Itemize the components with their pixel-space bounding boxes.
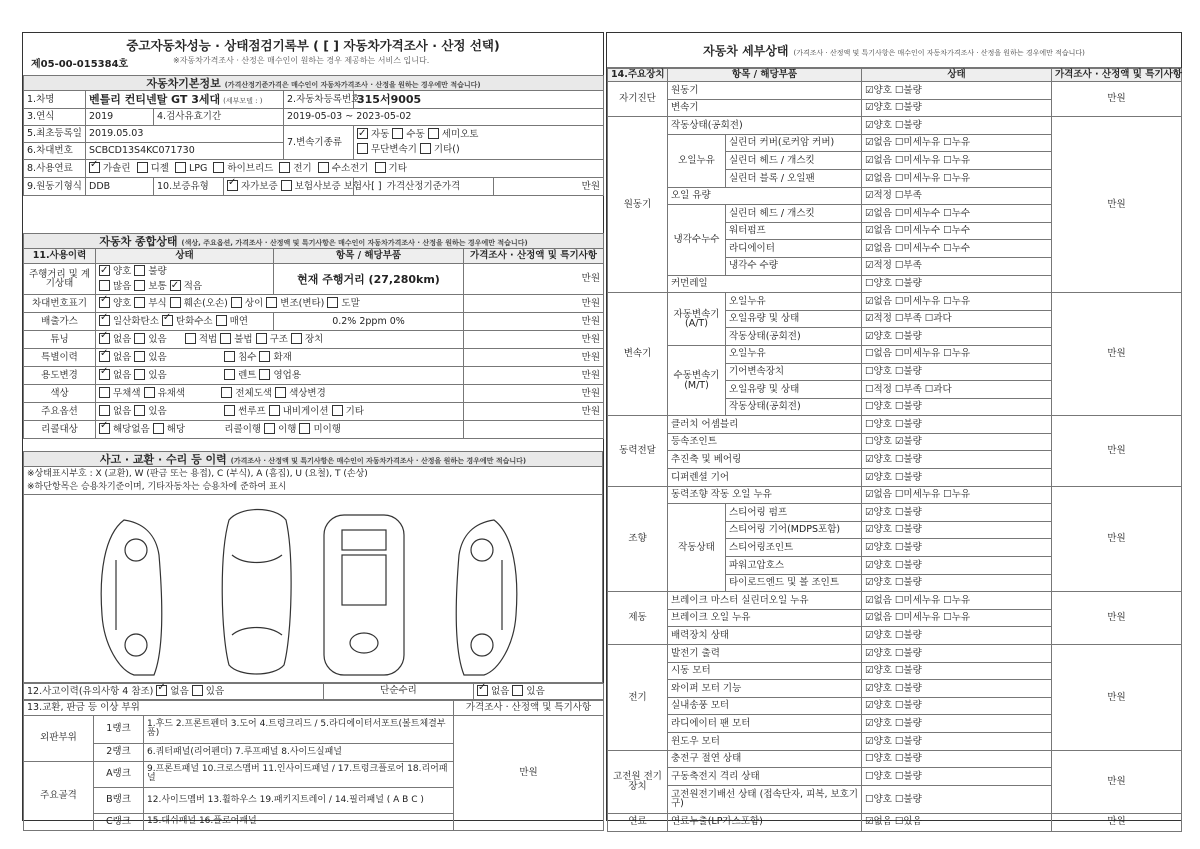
simple-repair-opt-yes: 있음 [526,685,545,697]
fuel-opt-hybrid: 하이브리드 [227,163,274,174]
detail-item: 동력조향 작동 오일 누유 [668,486,862,504]
detail-item: 작동상태(공회전) [668,117,862,135]
color-change-checkbox[interactable] [275,387,286,398]
detail-title: 자동차 세부상태 [703,44,789,58]
mileage-bad-checkbox[interactable] [134,265,145,276]
summary-row-label: 주요옵션 [24,403,96,421]
rank-items: 9.프론트패널 10.크로스멤버 11.인사이드패널 / 17.트렁크플로어 18.리어패널 [144,761,454,787]
fuel-opt-electric: 전기 [293,163,312,174]
document-title: 중고자동차성능 · 상태점검기록부 ( [ ] 자동차가격조사 · 산정 선택) [126,38,500,53]
smoke-checkbox[interactable] [216,315,227,326]
rank-items: 1.후드 2.프론트펜더 3.도어 4.트렁크리드 / 5.라디에이터서포트(볼트체결부품) [144,715,454,743]
fuel-opt-etc: 기타 [388,163,407,174]
detail-item: 기어변속장치 [726,363,862,381]
detail-item: 변속기 [668,99,862,117]
rank-label: B랭크 [94,787,144,813]
detail-state[interactable]: ☑적정 ☐부족 [862,257,1052,275]
year-label: 3.연식 [24,109,86,126]
detail-item: 워터펌프 [726,222,862,240]
detail-state[interactable]: ☐양호 ☐불량 [862,398,1052,416]
navigation-checkbox[interactable] [269,405,280,416]
summary-row: 주행거리 및 계기상태 ✓양호 불량 많음 보통 ✓적음 현재 주행거리 (27,280km) 만원 [24,264,604,295]
detail-item: 브레이크 오일 누유 [668,609,862,627]
detail-state[interactable]: ☐적정 ☐부족 ☐과다 [862,381,1052,399]
detail-subgroup-label: 오일누유 [668,134,726,187]
option-yes-checkbox[interactable] [134,405,145,416]
detail-group-label: 고전원 전기장치 [608,750,668,813]
detail-item: 원동기 [668,82,862,100]
detail-item: 오일누유 [726,293,862,311]
detail-item: 오일 유량 [668,187,862,205]
detail-item: 등속조인트 [668,433,862,451]
service-note: ※자동차가격조사 · 산정은 매수인이 원하는 경우 제공하는 서비스 입니다. [173,56,430,65]
fuel-diesel-checkbox[interactable] [137,162,148,173]
basic-info-section [23,75,603,196]
detail-state[interactable]: ☑없음 ☐미세누유 ☐누유 [862,592,1052,610]
inspection-value: 2019-05-03 ~ 2023-05-02 [284,109,604,126]
detail-state[interactable]: ☑양호 ☐불량 [862,557,1052,575]
detail-state[interactable]: ☑없음 ☐미세누유 ☐누유 [862,152,1052,170]
trans-label: 7.변속기종류 [284,126,354,160]
detail-item: 윈도우 모터 [668,732,862,750]
detail-state[interactable]: ☑없음 ☐미세누유 ☐누유 [862,169,1052,187]
detail-state[interactable]: ☑없음 ☐있음 [862,813,1052,831]
emission-values: 0.2% 2ppm 0% [274,313,464,331]
detail-item: 실내송풍 모터 [668,697,862,715]
summary-price: 만원 [464,313,604,331]
warranty-opt-self: 자가보증 [241,181,278,192]
detail-state[interactable]: ☑양호 ☐불량 [862,504,1052,522]
summary-row: 배출가스 ✓ 일산화탄소 ✓탄화수소 매연 0.2% 2ppm 0% 만원 [24,313,604,331]
summary-row: 차대번호표기 ✓ 양호 부식 훼손(오손) 상이 변조(변타) 도말 만원 [24,295,604,313]
engine-value: DDB [86,178,154,196]
tuning-yes-checkbox[interactable] [134,333,145,344]
price-basis-unit: 만원 [494,178,604,196]
chromatic-checkbox[interactable] [144,387,155,398]
summary-row-label: 색상 [24,385,96,403]
tuning-illegal-checkbox[interactable] [220,333,231,344]
car-diagram [24,495,602,679]
document-title-row [23,33,603,51]
detail-state[interactable]: ☑없음 ☐미세누유 ☐누유 [862,486,1052,504]
fuel-electric-checkbox[interactable] [279,162,290,173]
detail-state[interactable]: ☐양호 ☐불량 [862,363,1052,381]
accident-label: 12.사고이력(유의사항 4 참조) [27,685,154,697]
detail-item: 타이로드엔드 및 볼 조인트 [726,574,862,592]
detail-subgroup-label: 냉각수누수 [668,205,726,275]
detail-price: 만원 [1052,645,1182,751]
vin-mark-diff-checkbox[interactable] [231,297,242,308]
accident-yes-checkbox[interactable] [192,685,203,696]
simple-repair-label: 단순수리 [324,683,474,699]
col-price-detail: 가격조사 · 산정액 및 특기사항 [1052,69,1182,82]
col-state-detail: 상태 [862,69,1052,82]
exchange-price-header: 가격조사 · 산정액 및 특기사항 [454,700,604,715]
col-usage: 11.사용이력 [24,249,96,264]
model-detail: (세부모델 : ) [223,96,263,105]
legend-codes: ※상태표시부호 : X (교환), W (판금 또는 용접), C (부식), A (흠집), U (요철), T (손상) [27,469,368,480]
col-item-detail: 항목 / 해당부품 [668,69,862,82]
detail-group-label: 연료 [608,813,668,831]
vin-mark-smear-checkbox[interactable] [327,297,338,308]
summary-row: 주요옵션 없음 있음 썬루프 내비게이션 기타 만원 [24,403,604,421]
summary-price: 만원 [464,367,604,385]
detail-state[interactable]: ☑양호 ☐불량 [862,451,1052,469]
detail-item: 시동 모터 [668,662,862,680]
summary-row: 용도변경 ✓ 없음 있음 렌트 영업용 만원 [24,367,604,385]
warranty-label: 10.보증유형 [154,178,224,196]
summary-title: 자동차 종합상태 [99,234,178,248]
vin-mark-good-checkbox[interactable] [99,297,110,308]
detail-state[interactable]: ☑적정 ☐부족 ☐과다 [862,310,1052,328]
fuel-hybrid-checkbox[interactable] [213,162,224,173]
detail-item: 오일유량 및 상태 [726,310,862,328]
price-basis-label: 가격산정기준가격 [354,178,494,196]
summary-row: 특별이력 ✓ 없음 있음 침수 화재 만원 [24,349,604,367]
detail-state[interactable]: ☑양호 ☐불량 [862,469,1052,487]
detail-state[interactable]: ☑양호 ☐불량 [862,715,1052,733]
detail-group-label: 제동 [608,592,668,645]
trans-opt-semi: 세미오토 [441,129,479,141]
detail-item: 구동축전지 격리 상태 [668,768,862,786]
accident-opt-yes: 있음 [205,685,225,697]
summary-row-label: 튜닝 [24,331,96,349]
detail-state[interactable]: ☑양호 ☐불량 [862,680,1052,698]
summary-row-label: 배출가스 [24,313,96,331]
summary-row: 튜닝 ✓ 없음 있음 적법 불법 구조 장치 만원 [24,331,604,349]
simple-repair-none-checkbox[interactable] [477,685,488,696]
detail-item: 작동상태(공회전) [726,328,862,346]
option-etc-checkbox[interactable] [332,405,343,416]
tuning-struct-checkbox[interactable] [256,333,267,344]
engine-label: 9.원동기형식 [24,178,86,196]
recall-notdone-checkbox[interactable] [299,423,310,434]
special-none-checkbox[interactable] [99,351,110,362]
detail-item: 연료누출(LP가스포함) [668,813,862,831]
summary-price: 만원 [464,331,604,349]
car-name-value: 벤틀리 컨티넨탈 GT 3세대 [89,92,221,106]
flood-checkbox[interactable] [224,351,235,362]
mileage-normal-checkbox[interactable] [134,280,145,291]
tuning-none-checkbox[interactable] [99,333,110,344]
col-main: 14.주요장치 [608,69,668,82]
main-frame-label: 주요골격 [24,761,94,830]
detail-item: 라디에이터 [726,240,862,258]
detail-group-label: 변속기 [608,293,668,416]
recall-done-checkbox[interactable] [264,423,275,434]
rank-label: A랭크 [94,761,144,787]
detail-price: 만원 [1052,486,1182,592]
summary-price: 만원 [464,295,604,313]
detail-state[interactable]: ☑없음 ☐미세누유 ☐누유 [862,134,1052,152]
car-name-label: 1.차명 [24,91,86,109]
detail-state[interactable]: ☑양호 ☐불량 [862,328,1052,346]
detail-row [608,486,1182,504]
detail-row [608,592,1182,610]
rank-label: C랭크 [94,813,144,830]
fuel-hydrogen-checkbox[interactable] [318,162,329,173]
right-panel [606,32,1182,828]
summary-row-label: 리콜대상 [24,421,96,439]
detail-item: 파워고압호스 [726,557,862,575]
car-frame-diagram [324,515,404,675]
detail-item: 충전구 절연 상태 [668,750,862,768]
trans-opt-etc: 기타() [433,143,460,155]
detail-price: 만원 [1052,592,1182,645]
detail-price: 만원 [1052,813,1182,831]
left-panel [22,32,604,827]
achromatic-checkbox[interactable] [99,387,110,398]
detail-price: 만원 [1052,117,1182,293]
recall-yes-checkbox[interactable] [153,423,164,434]
history-title: 사고 · 교환 · 수리 등 이력 [99,452,227,466]
detail-group-label: 동력전달 [608,416,668,486]
detail-subgroup-label: 수동변속기(M/T) [668,345,726,415]
detail-price: 만원 [1052,293,1182,416]
mileage-low-checkbox[interactable] [170,280,181,291]
detail-state[interactable]: ☑양호 ☐불량 [862,662,1052,680]
exchange-price-unit: 만원 [454,715,604,830]
detail-item: 발전기 출력 [668,645,862,663]
detail-state[interactable]: ☐양호 ☐불량 [862,785,1052,813]
detail-group-label: 원동기 [608,117,668,293]
detail-state[interactable]: ☑없음 ☐미세누유 ☐누유 [862,609,1052,627]
trans-opt-cvt: 무단변속기 [371,143,417,155]
mileage-high-checkbox[interactable] [99,280,110,291]
summary-section [23,233,603,439]
detail-state[interactable]: ☐양호 ☐불량 [862,768,1052,786]
warranty-opt-insurance: 보험사보증 보험사[ ] [294,181,382,192]
detail-row [608,750,1182,768]
summary-row: 리콜대상 ✓ 해당없음 해당 리콜이행 이행 미이행 [24,421,604,439]
detail-state[interactable]: ☑양호 ☐불량 [862,645,1052,663]
detail-table [607,68,1182,832]
car-side-left-diagram [101,520,162,675]
detail-state[interactable]: ☐양호 ☑불량 [862,433,1052,451]
summary-price: 만원 [464,385,604,403]
detail-state[interactable]: ☑없음 ☐미세누수 ☐누수 [862,222,1052,240]
detail-item: 실린더 헤드 / 개스킷 [726,205,862,223]
mileage-good-checkbox[interactable] [99,265,110,276]
detail-item: 커먼레일 [668,275,862,293]
usage-none-checkbox[interactable] [99,369,110,380]
detail-item: 스티어링 기어(MDPS포함) [726,521,862,539]
detail-state[interactable]: ☐양호 ☐불량 [862,416,1052,434]
car-side-right-diagram [456,520,517,675]
detail-state[interactable]: ☐양호 ☐불량 [862,750,1052,768]
detail-item: 오일누유 [726,345,862,363]
trans-etc-checkbox[interactable] [420,143,431,154]
accident-none-checkbox[interactable] [156,685,167,696]
usage-yes-checkbox[interactable] [134,369,145,380]
outer-panel-label: 외판부위 [24,715,94,761]
trans-cvt-checkbox[interactable] [357,143,368,154]
detail-item: 배력장치 상태 [668,627,862,645]
detail-state[interactable]: ☑양호 ☐불량 [862,574,1052,592]
summary-row: 색상 무채색 유채색 전체도색 색상변경 만원 [24,385,604,403]
vin-mark-rust-checkbox[interactable] [134,297,145,308]
detail-subgroup-label: 자동변속기(A/T) [668,293,726,346]
detail-item: 브레이크 마스터 실린더오일 누유 [668,592,862,610]
detail-item: 실린더 헤드 / 개스킷 [726,152,862,170]
detail-price: 만원 [1052,750,1182,813]
detail-item: 클러치 어셈블리 [668,416,862,434]
fuel-opt-lpg: LPG [188,163,208,174]
history-note: (가격조사 · 산정액 및 특기사항은 매수인이 자동차가격조사 · 산정을 원하는 경우에만 적습니다) [230,456,527,465]
fire-checkbox[interactable] [259,351,270,362]
sunroof-checkbox[interactable] [224,405,235,416]
fuel-gasoline-checkbox[interactable] [89,162,100,173]
detail-state[interactable]: ☑양호 ☐불량 [862,117,1052,135]
fuel-opt-gasoline: 가솔린 [103,163,131,174]
detail-state[interactable]: ☑양호 ☐불량 [862,99,1052,117]
mileage-value: 현재 주행거리 (27,280km) [274,264,464,295]
detail-item: 스티어링 펌프 [726,504,862,522]
summary-price [464,421,604,439]
summary-row-label: 차대번호표기 [24,295,96,313]
vin-mark-damage-checkbox[interactable] [170,297,181,308]
detail-item: 추진축 및 베어링 [668,451,862,469]
rank-label: 1랭크 [94,715,144,743]
detail-item: 실린더 블록 / 오일팬 [726,169,862,187]
detail-item: 실린더 커버(로커암 커버) [726,134,862,152]
detail-title-row [607,33,1181,68]
detail-item: 작동상태(공회전) [726,398,862,416]
first-reg-value: 2019.05.03 [86,126,284,143]
rank-items: 6.쿼터패널(리어펜더) 7.루프패널 8.사이드실패널 [144,743,454,761]
reg-no-value: 315서9005 [357,92,422,106]
tuning-legal-checkbox[interactable] [185,333,196,344]
special-yes-checkbox[interactable] [134,351,145,362]
basic-info-note: (가격산정기준가격은 매수인이 자동차가격조사 · 산정을 원하는 경우에만 적습니다) [224,80,481,89]
detail-state[interactable]: ☑없음 ☐미세누유 ☐누유 [862,293,1052,311]
tuning-device-checkbox[interactable] [291,333,302,344]
detail-item: 고전원전기배선 상태 (접속단자, 피복, 보호기구) [668,785,862,813]
fuel-etc-checkbox[interactable] [375,162,386,173]
detail-row [608,645,1182,663]
detail-item: 와이퍼 모터 기능 [668,680,862,698]
detail-row [608,813,1182,831]
detail-item: 라디에이터 팬 모터 [668,715,862,733]
detail-state[interactable]: ☑양호 ☐불량 [862,82,1052,100]
detail-state[interactable]: ☑양호 ☐불량 [862,697,1052,715]
trans-auto-checkbox[interactable] [357,128,368,139]
summary-price: 만원 [464,349,604,367]
car-top-view-diagram [222,509,291,674]
accident-opt-none: 없음 [170,685,189,697]
reg-no-label: 2.자동차등록번호 [284,91,354,109]
summary-note: (색상, 주요옵션, 가격조사 · 산정액 및 특기사항은 매수인이 자동차가격조사 · 산정을 원하는 경우에만 적습니다) [181,238,528,247]
detail-state[interactable]: ☑양호 ☐불량 [862,521,1052,539]
first-reg-label: 5.최초등록일 [24,126,86,143]
summary-row-label: 용도변경 [24,367,96,385]
detail-row [608,82,1182,100]
rank-items: 12.사이드멤버 13.휠하우스 19.패키지트레이 / 14.필러패널 ( A B C ) [144,787,454,813]
detail-state[interactable]: ☑양호 ☐불량 [862,539,1052,557]
fuel-opt-hydrogen: 수소전기 [331,163,369,174]
detail-state[interactable]: ☑적정 ☐부족 [862,187,1052,205]
year-value: 2019 [86,109,154,126]
recall-na-checkbox[interactable] [99,423,110,434]
warranty-self-checkbox[interactable] [227,180,238,191]
rent-checkbox[interactable] [224,369,235,380]
detail-state[interactable]: ☑양호 ☐불량 [862,627,1052,645]
col-item: 항목 / 해당부품 [274,249,464,264]
fuel-label: 8.사용연료 [24,160,86,178]
summary-price: 만원 [464,403,604,421]
col-state: 상태 [96,249,274,264]
detail-note: (가격조사 · 산정액 및 특기사항은 매수인이 자동차가격조사 · 산정을 원하는 경우에만 적습니다) [793,49,1085,57]
fuel-lpg-checkbox[interactable] [175,162,186,173]
trans-semi-checkbox[interactable] [428,128,439,139]
detail-state[interactable]: ☐양호 ☐불량 [862,275,1052,293]
detail-row [608,293,1182,311]
rank-row [24,715,604,743]
detail-state[interactable]: ☐없음 ☐미세누유 ☐누유 [862,345,1052,363]
rank-items: 15.대쉬패널 16.플로어패널 [144,813,454,830]
detail-state[interactable]: ☑없음 ☐미세누수 ☐누수 [862,205,1052,223]
exchange-label: 13.교환, 판금 등 이상 부위 [24,700,454,715]
vin-value: SCBCD13S4KC071730 [86,143,284,160]
fuel-opt-diesel: 디젤 [150,163,169,174]
detail-item: 디퍼렌셜 기어 [668,469,862,487]
detail-price: 만원 [1052,416,1182,486]
detail-row [608,416,1182,434]
commercial-checkbox[interactable] [259,369,270,380]
summary-row-label: 주행거리 및 계기상태 [24,264,96,295]
basic-info-title: 자동차기본정보 [146,76,221,90]
trans-opt-auto: 자동 [371,129,390,141]
trans-manual-checkbox[interactable] [392,128,403,139]
detail-group-label: 조향 [608,486,668,592]
legend-note: ※하단항목은 승용차기준이며, 기타자동차는 승용차에 준하여 표시 [27,481,287,492]
detail-subgroup-label: 작동상태 [668,504,726,592]
option-none-checkbox[interactable] [99,405,110,416]
vin-label: 6.차대번호 [24,143,86,160]
detail-group-label: 자기진단 [608,82,668,117]
vin-mark-alter-checkbox[interactable] [266,297,277,308]
simple-repair-yes-checkbox[interactable] [512,685,523,696]
detail-row [608,117,1182,135]
col-price: 가격조사 · 산정액 및 특기사항 [464,249,604,264]
detail-group-label: 전기 [608,645,668,751]
hc-checkbox[interactable] [162,315,173,326]
detail-item: 오일유량 및 상태 [726,381,862,399]
detail-price: 만원 [1052,82,1182,117]
detail-item: 냉각수 수량 [726,257,862,275]
warranty-insurance-checkbox[interactable] [281,180,292,191]
summary-price: 만원 [464,264,604,295]
detail-item: 스티어링조인트 [726,539,862,557]
detail-state[interactable]: ☑양호 ☐불량 [862,732,1052,750]
document-number: 제05-00-015384호 [31,59,129,70]
full-paint-checkbox[interactable] [221,387,232,398]
rank-label: 2랭크 [94,743,144,761]
summary-row-label: 특별이력 [24,349,96,367]
history-section [23,451,603,831]
inspection-label: 4.검사유효기간 [154,109,284,126]
detail-state[interactable]: ☑없음 ☐미세누수 ☐누수 [862,240,1052,258]
simple-repair-opt-none: 없음 [491,685,510,697]
trans-opt-manual: 수동 [406,129,425,141]
co-checkbox[interactable] [99,315,110,326]
